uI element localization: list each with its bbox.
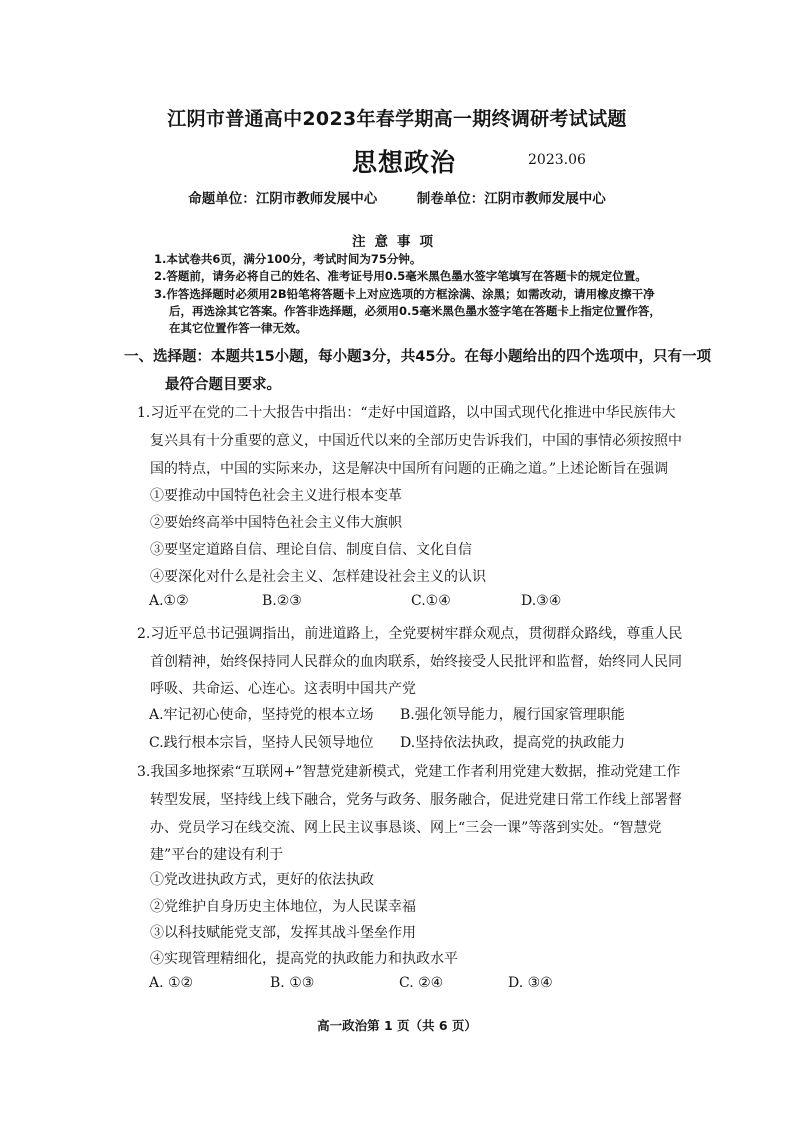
q1-stem-line: 国的特点，中国的实际来办，这是解决中国所有问题的正确之道。”上述论断旨在强调 [150, 461, 669, 477]
q3-stem-line: 建”平台的建设有利于 [150, 847, 284, 863]
q3-option-a: A. ①② [149, 975, 194, 991]
q3-option-b: B. ①③ [270, 975, 315, 991]
q3-option-c: C. ②④ [399, 975, 444, 991]
exam-units [0, 187, 794, 207]
q3-stem-line: 3.我国多地探索“互联网+”智慧党建新模式，党建工作者利用党建大数据，推动党建工作 [137, 764, 681, 780]
q1-statement: ①要推动中国特色社会主义进行根本变革 [150, 488, 402, 504]
q1-stem-line: 1.习近平在党的二十大报告中指出：“走好中国道路，以中国式现代化推进中华民族伟大 [137, 405, 676, 421]
q2-stem-line: 呼吸、共命运、心连心。这表明中国共产党 [150, 681, 416, 697]
exam-title: 江阴市普通高中2023年春学期高一期终调研考试试题 [167, 108, 627, 130]
section-heading: 一、选择题：本题共15小题，每小题3分，共45分。在每小题给出的四个选项中，只有一项 [124, 349, 711, 365]
notice-item: 1.本试卷共6页，满分100分，考试时间为75分钟。 [154, 252, 422, 266]
q3-stem-line: 转型发展，坚持线上线下融合，党务与政务、服务融合，促进党建日常工作线上部署督 [150, 792, 682, 808]
exam-date: 2023.06 [528, 152, 586, 168]
q3-stem-line: 办、党员学习在线交流、网上民主议事恳谈、网上“三会一课”等落到实处。“智慧党 [150, 820, 662, 836]
q2-option-d: D.坚持依法执政，提高党的执政能力 [400, 735, 626, 751]
page-footer: 高一政治第 1 页（共 6 页） [317, 1018, 477, 1033]
q1-stem-line: 复兴具有十分重要的意义，中国近代以来的全部历史告诉我们，中国的事情必须按照中 [150, 433, 682, 449]
q3-statement: ②党维护自身历史主体地位，为人民谋幸福 [150, 899, 416, 915]
subject-title: 思想政治 [352, 148, 457, 177]
section-heading-cont: 最符合题目要求。 [165, 377, 281, 393]
q1-statement: ③要坚定道路自信、理论自信、制度自信、文化自信 [150, 542, 472, 558]
printer-unit: 制卷单位：江阴市教师发展中心 [416, 191, 606, 207]
q2-option-b: B.强化领导能力，履行国家管理职能 [400, 707, 625, 723]
q1-option-c: C.①④ [411, 593, 451, 609]
q1-option-b: B.②③ [262, 593, 302, 609]
notice-title: 注意事项 [352, 234, 442, 250]
notice-item: 在其它位置作答一律无效。 [169, 321, 307, 335]
notice-item: 后，再选涂其它答案。作答非选择题，必须用0.5毫米黑色墨水签字笔在答题卡上指定位置作答， [169, 304, 661, 318]
q1-option-d: D.③④ [521, 593, 562, 609]
q1-statement: ④要深化对什么是社会主义、怎样建设社会主义的认识 [150, 569, 486, 585]
q3-statement: ③以科技赋能党支部，发挥其战斗堡垒作用 [150, 925, 416, 941]
notice-item: 3.作答选择题时必须用2B铅笔将答题卡上对应选项的方框涂满、涂黑；如需改动，请用橡皮擦干净 [154, 287, 655, 301]
notice-item: 2.答题前，请务必将自己的姓名、准考证号用0.5毫米黑色墨水签字笔填写在答题卡的规定位置。 [154, 269, 647, 283]
q1-option-a: A.①② [149, 593, 189, 609]
setter-unit: 命题单位：江阴市教师发展中心 [188, 191, 378, 207]
q2-option-a: A.牢记初心使命，坚持党的根本立场 [149, 707, 374, 723]
q2-option-c: C.践行根本宗旨，坚持人民领导地位 [149, 735, 374, 751]
q3-statement: ①党改进执政方式，更好的依法执政 [150, 872, 374, 888]
q2-stem-line: 首创精神，始终保持同人民群众的血肉联系，始终接受人民批评和监督，始终同人民同 [150, 654, 682, 670]
q1-statement: ②要始终高举中国特色社会主义伟大旗帜 [150, 515, 402, 531]
q2-stem-line: 2.习近平总书记强调指出，前进道路上，全党要树牢群众观点，贯彻群众路线，尊重人民 [137, 626, 683, 642]
q3-option-d: D. ③④ [508, 975, 553, 991]
q3-statement: ④实现管理精细化，提高党的执政能力和执政水平 [150, 951, 458, 967]
